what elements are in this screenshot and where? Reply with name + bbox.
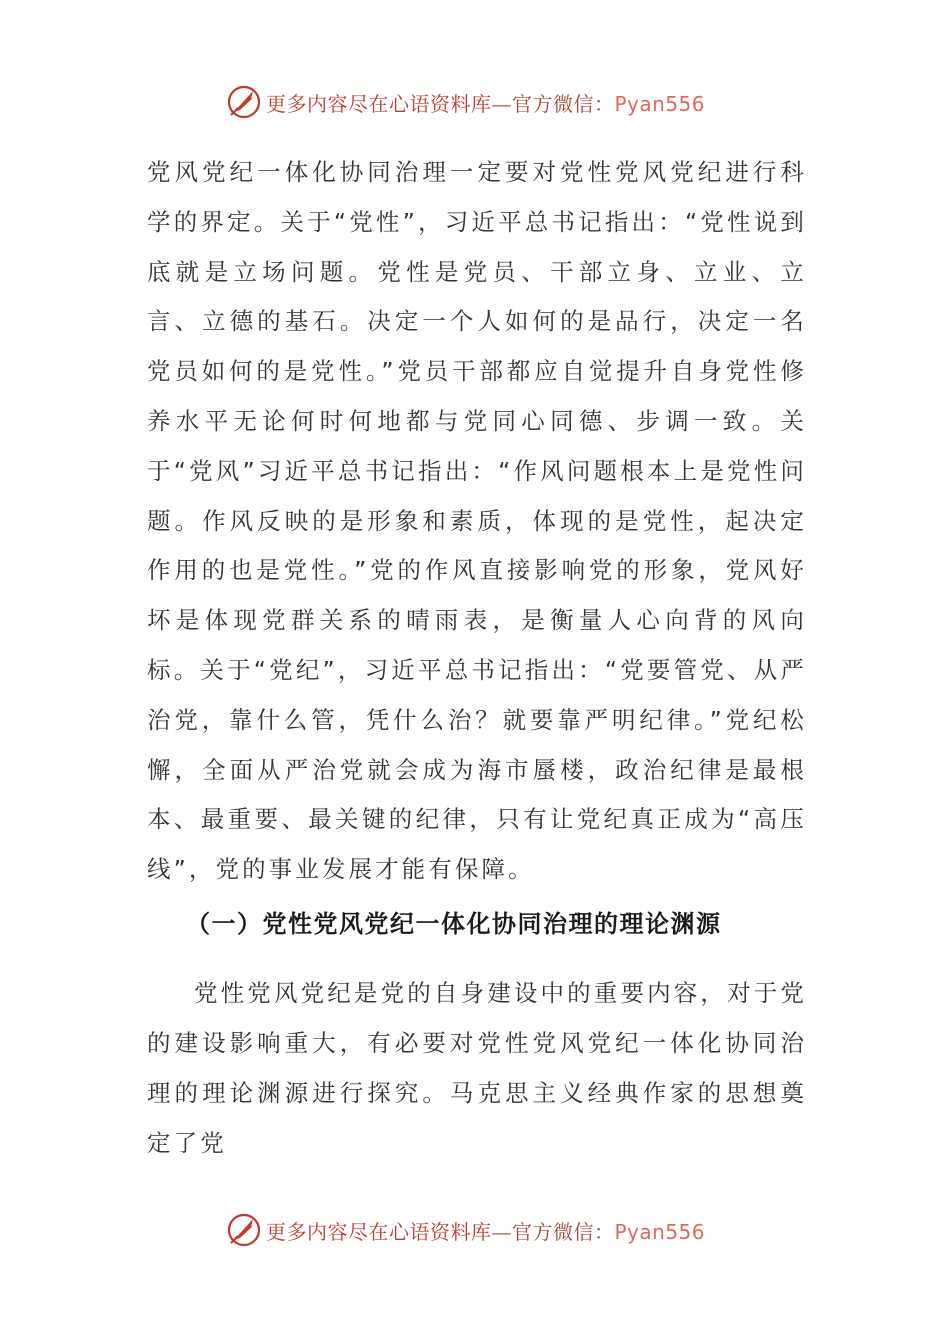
banner-dash: — xyxy=(491,91,512,116)
banner-wechat-id: Pyan556 xyxy=(614,91,706,116)
banner-prefix: 官方微信： xyxy=(512,91,615,116)
footer-banner[interactable] xyxy=(226,1210,726,1250)
section-heading: （一）党性党风党纪一体化协同治理的理论渊源 xyxy=(186,910,722,938)
banner-ad-text: 更多内容尽在心语资料库 xyxy=(266,1219,492,1244)
banner-text xyxy=(266,1216,705,1245)
quill-logo-icon xyxy=(226,1212,262,1248)
header-banner[interactable] xyxy=(226,82,726,122)
banner-dash: — xyxy=(491,1219,512,1244)
banner-wechat-id: Pyan556 xyxy=(614,1219,706,1244)
paragraph-2: 党性党风党纪是党的自身建设中的重要内容，对于党的建设影响重大，有必要对党性党风党纪一体化协同治理的理论渊源进行探究。马克思主义经典作家的思想奠定了党 xyxy=(147,979,807,1157)
banner-text xyxy=(266,88,705,117)
paragraph-1: 党风党纪一体化协同治理一定要对党性党风党纪进行科学的界定。关于“党性”，习近平总书记指出：“党性说到底就是立场问题。党性是党员、干部立身、立业、立言、立德的基石。决定一个人如何的是品行，决定一名党员如何的是党性。”党员干部都应自觉提升自身党性修养水平无论何时何地都与党同心同德、步调一致。关于“党风”习近平总书记指出：“作风问题根本上是党性问题。作风反映的是形象和素质，体现的是党性，起决定作用的也是党性。”党的作风直接影响党的形象，党风好坏是体现党群关系的晴雨表，是衡量人心向背的风向标。关于“党纪”，习近平总书记指出：“党要管党、从严治党，靠什么管，凭什么治？就要靠严明纪律。”党纪松懈，全面从严治党就会成为海市蜃楼，政治纪律是最根本、最重要、最关键的纪律，只有让党纪真正成为“高压线”，党的事业发展才能有保障。 xyxy=(147,158,807,884)
body-text xyxy=(147,148,807,895)
banner-ad-text: 更多内容尽在心语资料库 xyxy=(266,91,492,116)
quill-logo-icon xyxy=(226,84,262,120)
banner-prefix: 官方微信： xyxy=(512,1219,615,1244)
